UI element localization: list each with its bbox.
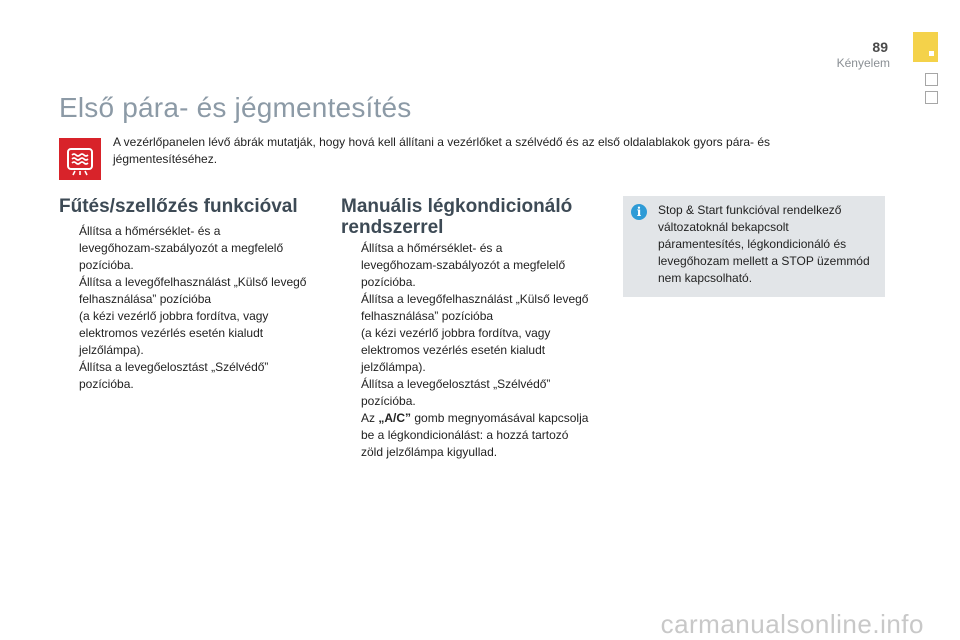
list-manual-ac <box>341 240 606 461</box>
list-item: Állítsa a levegőelosztást „Szélvédő” pozícióba. <box>79 360 269 391</box>
list-item-ac: Az „A/C” gomb megnyomásával kapcsolja be a légkondicionálást: a hozzá tartozó zöld jelzőlámpa kigyullad. <box>361 411 589 459</box>
list-item: Állítsa a hőmérséklet- és a levegőhozam-szabályozót a megfelelő pozícióba. <box>361 241 566 289</box>
info-icon: i <box>631 204 647 220</box>
list-item: Állítsa a levegőelosztást „Szélvédő” pozícióba. <box>361 377 551 408</box>
footer-watermark: carmanualsonline.info <box>660 609 924 639</box>
intro-text: A vezérlőpanelen lévő ábrák mutatják, hogy hová kell állítani a vezérlőket a szélvédő és az első oldalablakok gyors pára- és jégmentesítéséhez. <box>113 135 771 166</box>
info-box <box>623 196 885 297</box>
info-text: Stop & Start funkcióval rendelkező változatoknál bekapcsolt páramentesítés, légkondicionáló és levegőhozam mellett a STOP üzemmód nem kapcsolható. <box>658 203 870 285</box>
chapter-tab-2[interactable] <box>925 73 938 86</box>
page-number: 89 <box>872 39 888 55</box>
ac-button-label: „A/C” <box>378 411 412 425</box>
list-item: Állítsa a levegőfelhasználást „Külső levegő felhasználása” pozícióba (a kézi vezérlő jobbra fordítva, vagy elektromos vezérlés esetén kialudt jelzőlámpa). <box>79 275 307 357</box>
rear-defrost-icon <box>59 138 101 180</box>
chapter-tab-active[interactable] <box>913 32 938 62</box>
list-item: Állítsa a hőmérséklet- és a levegőhozam-szabályozót a megfelelő pozícióba. <box>79 224 284 272</box>
heading-manual-ac: Manuális légkondicionáló rendszerrel <box>341 196 573 238</box>
list-heating-ventilation <box>59 223 319 393</box>
section-title: Kényelem <box>836 56 890 70</box>
heading-heating-ventilation: Fűtés/szellőzés funkcióval <box>59 196 298 217</box>
page-title: Első pára- és jégmentesítés <box>59 92 412 123</box>
tab-marker-icon <box>929 51 934 56</box>
list-item: Állítsa a levegőfelhasználást „Külső levegő felhasználása” pozícióba (a kézi vezérlő jobbra fordítva, vagy elektromos vezérlés esetén kialudt jelzőlámpa). <box>361 292 589 374</box>
chapter-tab-3[interactable] <box>925 91 938 104</box>
